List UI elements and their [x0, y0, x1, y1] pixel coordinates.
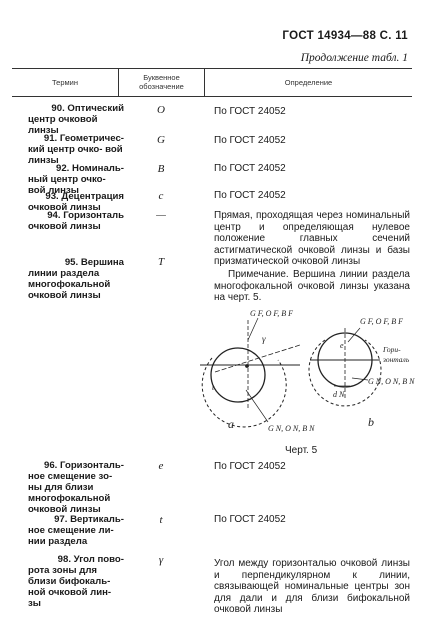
- figure-label-b-bottom: G N, O N, B N: [368, 377, 415, 386]
- figure-label-b-dn: d N: [333, 390, 345, 399]
- figure-label-a-bottom: G N, O N, B N: [268, 424, 315, 433]
- figure-label-b-e: e: [340, 341, 344, 350]
- lens-a-leader-top: [248, 318, 258, 340]
- term-number-line: 92. Номиналь-: [56, 163, 124, 174]
- figure-label-b-side2: зонталь: [383, 355, 410, 364]
- term-number-line: 90. Оптический: [51, 103, 124, 114]
- table-row-symbol: γ: [158, 554, 164, 566]
- column-header-term: Термин: [52, 78, 78, 87]
- table-row-symbol: t: [159, 514, 163, 526]
- table-continuation-label: Продолжение табл. 1: [300, 52, 408, 64]
- term-number-line: 93. Децентрация: [45, 191, 124, 202]
- term-rest: очковой линзы: [28, 221, 101, 232]
- table-row-term: [28, 257, 124, 301]
- figure-label-b-top: G F, O F, B F: [360, 317, 404, 326]
- table-row-term: [28, 514, 124, 547]
- table-row-definition: По ГОСТ 24052: [214, 106, 286, 117]
- table-row-definition: Угол между горизонталью очковой линзы и перпендикулярном к линии, связывающей номинальные центры зон для дали и для близи бифокальной очковой линзы: [214, 558, 410, 615]
- lens-b: [309, 317, 415, 429]
- table-row-symbol: G: [157, 134, 165, 146]
- term-number-line: 95. Вершина: [64, 257, 124, 268]
- figure-label-a-top: G F, O F, B F: [250, 309, 294, 318]
- term-rest: кий центр очко- вой линзы: [28, 144, 123, 166]
- table-row-definition: По ГОСТ 24052: [214, 163, 286, 174]
- figure-5-diagram: [0, 300, 422, 450]
- table-row-term: [28, 460, 124, 515]
- table-row-definition: По ГОСТ 24052: [214, 461, 286, 472]
- term-rest: ный центр очко- вой линзы: [28, 174, 106, 196]
- lens-a-outline: [211, 348, 265, 402]
- table-row-definition: По ГОСТ 24052: [214, 190, 286, 201]
- figure-label-a-t: t: [212, 383, 215, 392]
- lens-a-slanted-axis: [215, 345, 300, 372]
- figure-label-a: a: [228, 417, 234, 431]
- table-row-term: [28, 103, 124, 136]
- lens-a: [200, 309, 315, 433]
- term-rest: линии раздела многофокальной очковой линзы: [28, 268, 111, 301]
- table-header-bottom-rule: [12, 96, 412, 97]
- figure-label-b-side1: Гори-: [383, 345, 401, 354]
- table-row-term: [28, 133, 124, 166]
- table-row-term: [28, 210, 124, 232]
- term-number-line: 91. Геометричес-: [43, 133, 124, 144]
- term-rest: ное смещение зо- ны для близи многофокальной очковой линзы: [28, 471, 113, 515]
- figure-label-a-gamma: γ: [262, 334, 266, 344]
- table-row-term: [28, 554, 124, 609]
- term-number-line: 98. Угол пово-: [57, 554, 124, 565]
- standard-header: ГОСТ 14934—88 С. 11: [282, 30, 408, 42]
- table-row-symbol: O: [157, 104, 165, 116]
- table-row-definition: Прямая, проходящая через номинальный центр и определяющая нулевое положение главных сечений астигматической очковой линзы и базы призматической очковой линзы: [214, 210, 410, 267]
- table-top-rule: [12, 68, 412, 69]
- lens-a-dashed-arc: [202, 358, 286, 427]
- table-row-definition: По ГОСТ 24052: [214, 514, 286, 525]
- column-header-symbol-line1: Буквенное: [143, 73, 180, 82]
- term-number-line: 97. Вертикаль-: [54, 514, 124, 525]
- figure-caption: Черт. 5: [285, 445, 318, 456]
- table-row-symbol: c: [158, 190, 164, 202]
- term-rest: ное смещение ли- нии раздела: [28, 525, 114, 547]
- figure-label-b: b: [368, 415, 374, 429]
- term-rest: очковой линзы: [28, 202, 101, 213]
- lens-a-point: [246, 365, 249, 368]
- table-row-note: Примечание. Вершина линии раздела многофокальной очковой линзы указана на черт. 5.: [214, 269, 410, 303]
- term-rest: центр очковой линзы: [28, 114, 98, 136]
- table-row-symbol: T: [157, 256, 165, 268]
- table-row-symbol: e: [158, 460, 164, 472]
- column-header-symbol: [119, 73, 204, 91]
- table-row-symbol: B: [157, 163, 165, 175]
- table-row-symbol: —: [156, 209, 166, 221]
- table-row-definition: По ГОСТ 24052: [214, 135, 286, 146]
- lens-b-leader-top: [348, 328, 360, 342]
- term-rest: рота зоны для близи бифокаль- ной очковой лин- зы: [28, 565, 112, 609]
- column-header-definition: Определение: [284, 78, 333, 87]
- term-number-line: 94. Горизонталь: [47, 210, 124, 221]
- term-number-line: 96. Горизонталь-: [44, 460, 124, 471]
- column-header-symbol-line2: обозначение: [139, 82, 184, 91]
